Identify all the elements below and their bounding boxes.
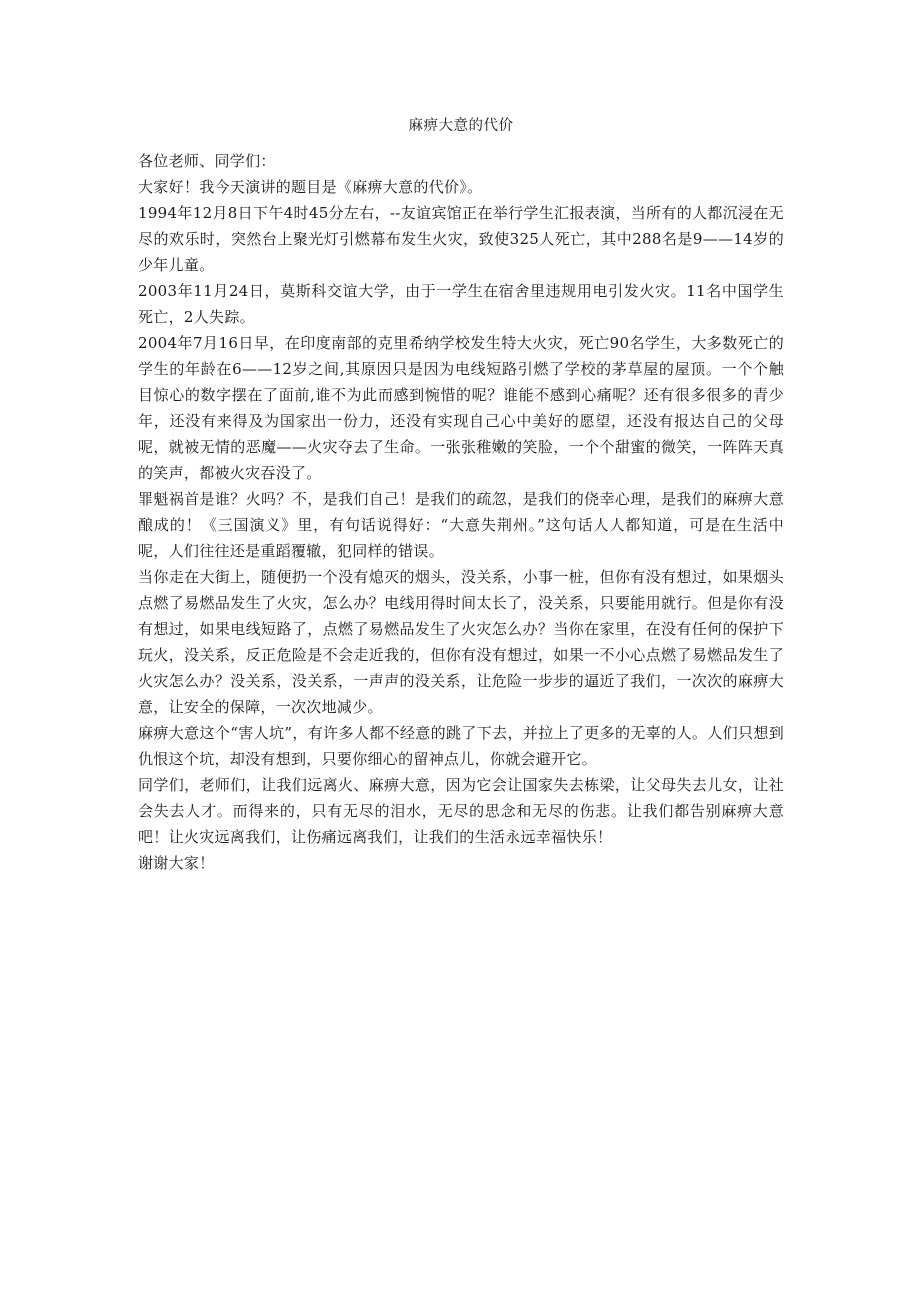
paragraph-pitfall: 麻痹大意这个“害人坑”，有许多人都不经意的跳了下去，并拉上了更多的无辜的人。人们只想到仇恨这个坑，却没有想到，只要你细心的留神点儿，你就会避开它。	[138, 724, 784, 768]
paragraph-examples: 当你走在大街上，随便扔一个没有熄灭的烟头，没关系，小事一桩，但你有没有想过，如果烟头点燃了易燃品发生了火灾，怎么办？电线用得时间太长了，没关系，只要能用就行。但是你有没有想过，如果电线短路了，点燃了易燃品发生了火灾怎么办？当你在家里，在没有任何的保护下玩火，没关系，反正危险是不会走近我的，但你有没有想过，如果一不小心点燃了易燃品发生了火灾怎么办？没关系，没关系，一声声的没关系，让危险一步步的逼近了我们，一次次的麻痹大意，让安全的保障，一次次地减少。	[138, 568, 784, 716]
paragraph-1994-fire: 1994年12月8日下午4时45分左右，--友谊宾馆正在举行学生汇报表演，当所有的人都沉浸在无尽的欢乐时，突然台上聚光灯引燃幕布发生火灾，致使325人死亡，其中288名是9——14岁的少年儿童。	[138, 204, 784, 274]
closing-thanks: 谢谢大家！	[138, 854, 215, 872]
paragraph-intro: 大家好！我今天演讲的题目是《麻痹大意的代价》。	[138, 178, 483, 196]
paragraph-appeal: 同学们，老师们，让我们远离火、麻痹大意，因为它会让国家失去栋梁，让父母失去儿女，让社会失去人才。而得来的，只有无尽的泪水，无尽的思念和无尽的伤悲。让我们都告别麻痹大意吧！让火灾远离我们，让伤痛远离我们，让我们的生活永远幸福快乐！	[138, 776, 784, 846]
paragraph-culprit: 罪魁祸首是谁？火吗？不，是我们自己！是我们的疏忽，是我们的侥幸心理，是我们的麻痹大意酿成的！《三国演义》里，有句话说得好：“大意失荆州。”这句话人人都知道，可是在生活中呢，人们往往还是重蹈覆辙，犯同样的错误。	[138, 490, 784, 560]
salutation: 各位老师、同学们：	[138, 152, 276, 170]
paragraph-2003-fire: 2003年11月24日，莫斯科交谊大学，由于一学生在宿舍里违规用电引发火灾。11名中国学生死亡，2人失踪。	[138, 282, 784, 326]
document-title: 麻痹大意的代价	[408, 118, 514, 134]
paragraph-2004-fire: 2004年7月16日早，在印度南部的克里希纳学校发生特大火灾，死亡90名学生，大多数死亡的学生的年龄在6——12岁之间,其原因只是因为电线短路引燃了学校的茅草屋的屋顶。一个个触目惊心的数字摆在了面前,谁不为此而感到惋惜的呢？谁能不感到心痛呢？还有很多很多的青少年，还没有来得及为国家出一份力，还没有实现自己心中美好的愿望，还没有报达自己的父母呢，就被无情的恶魔——火灾夺去了生命。一张张稚嫩的笑脸，一个个甜蜜的微笑，一阵阵天真的笑声，都被火灾吞没了。	[138, 334, 784, 482]
document-page	[138, 114, 784, 876]
